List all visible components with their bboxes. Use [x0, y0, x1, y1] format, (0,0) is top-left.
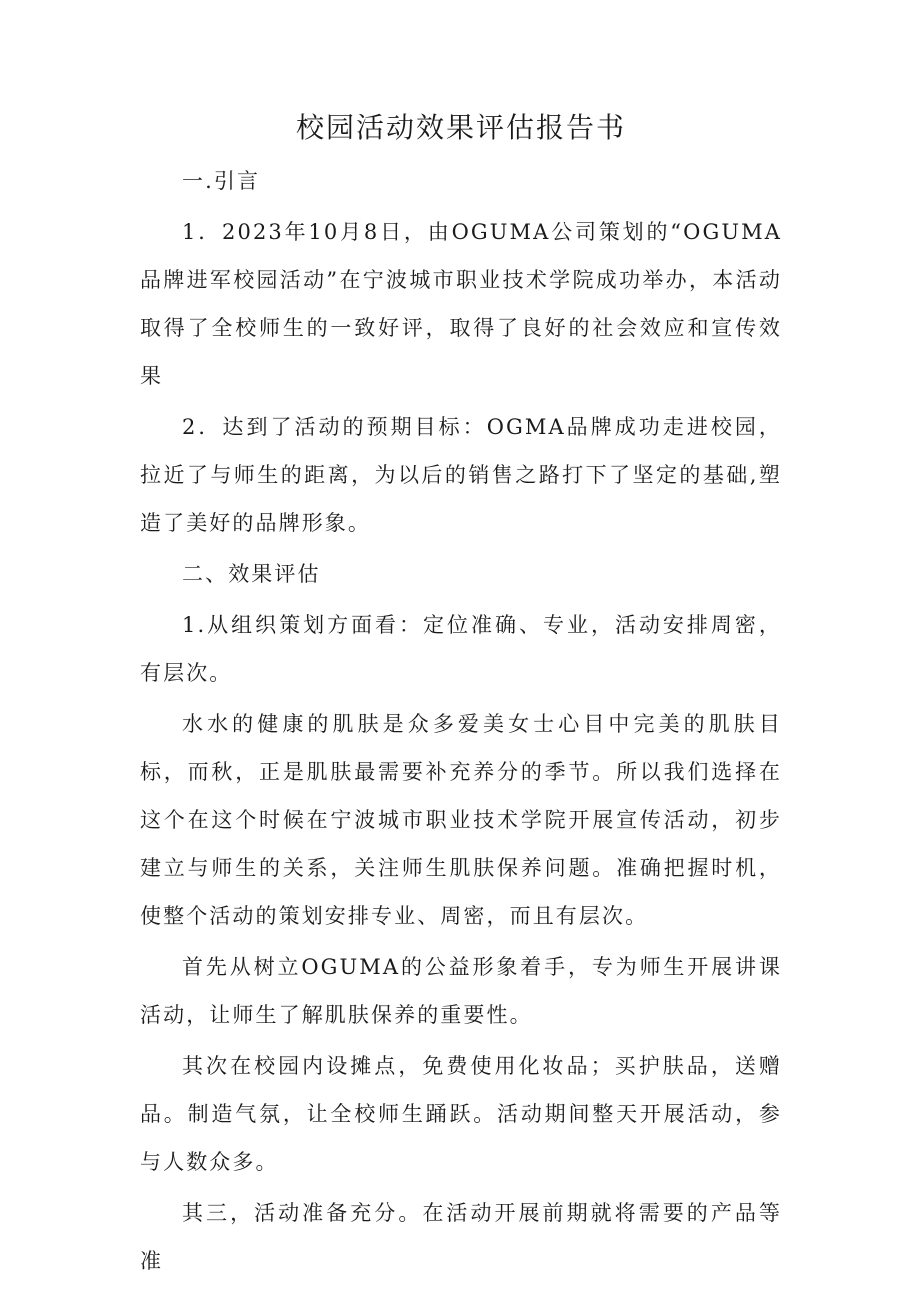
- document-title: 校园活动效果评估报告书: [295, 111, 626, 144]
- paragraph-eval-4: 其次在校园内设摊点，免费使用化妆品；买护肤品，送赠品。制造气氛，让全校师生踊跃。活动期间整天开展活动，参与人数众多。: [140, 1054, 782, 1174]
- section-heading-introduction: 一.引言: [182, 169, 261, 193]
- paragraph-eval-3: 首先从树立OGUMA的公益形象着手，专为师生开展讲课活动，让师生了解肌肤保养的重要性。: [140, 955, 782, 1027]
- section-heading-evaluation: 二、效果评估: [182, 562, 321, 586]
- paragraph-eval-5: 其三，活动准备充分。在活动开展前期就将需要的产品等准: [140, 1201, 782, 1273]
- paragraph-intro-1: 1．2023年10月8日，由OGUMA公司策划的“OGUMA品牌进军校园活动”在宁波城市职业技术学院成功举办，本活动取得了全校师生的一致好评，取得了良好的社会效应和宣传效果: [140, 220, 782, 388]
- paragraph-eval-2: 水水的健康的肌肤是众多爱美女士心目中完美的肌肤目标，而秋，正是肌肤最需要补充养分的季节。所以我们选择在这个在这个时候在宁波城市职业技术学院开展宣传活动，初步建立与师生的关系，关注师生肌肤保养问题。准确把握时机，使整个活动的策划安排专业、周密，而且有层次。: [140, 712, 782, 928]
- paragraph-eval-1: 1.从组织策划方面看：定位准确、专业，活动安排周密，有层次。: [140, 613, 782, 685]
- paragraph-intro-2: 2．达到了活动的预期目标：OGMA品牌成功走进校园，拉近了与师生的距离，为以后的销售之路打下了坚定的基础,塑造了美好的品牌形象。: [140, 415, 782, 535]
